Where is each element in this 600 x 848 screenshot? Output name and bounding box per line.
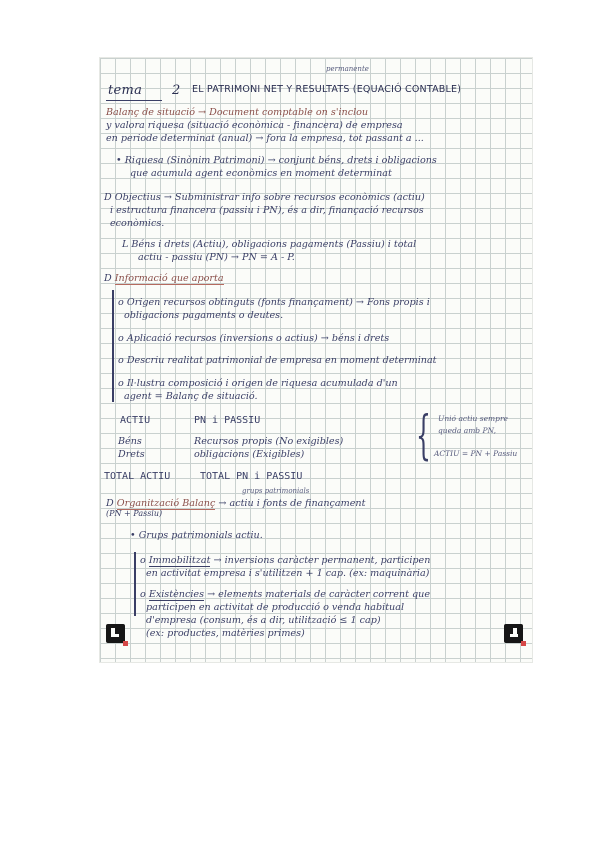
- notebook-logo-left-icon: [106, 624, 125, 643]
- info-bullet-1-line-1: o Origen recursos obtinguts (fonts finançament) → Fons propis i: [118, 297, 430, 308]
- intro-line-2: y valora riquesa (situació econòmica - financera) de empresa: [106, 120, 403, 131]
- top-note: permanente: [326, 65, 369, 73]
- info-bullet-4-line-2: agent = Balanç de situació.: [124, 391, 258, 402]
- riquesa-line-2: que acumula agent econòmics en moment determinat: [130, 168, 392, 179]
- info-bracket: [112, 290, 114, 402]
- objectius-line-1: D Objectius → Subministrar info sobre recursos econòmics (actiu): [104, 192, 425, 203]
- balance-total-pn-passiu: TOTAL PN i PASSIU: [200, 471, 303, 482]
- balance-obligacions: obligacions (Exigibles): [194, 449, 305, 460]
- info-heading: D Informació que aporta: [104, 273, 224, 284]
- side-note-2: queda amb PN,: [438, 426, 497, 435]
- intro-line-1: Balanç de situació → Document comptable on s'inclou: [106, 107, 369, 118]
- balance-col-actiu: ACTIU: [120, 415, 151, 426]
- side-note-1: Unió actiu sempre: [438, 414, 508, 423]
- topic-number: 2: [172, 83, 181, 98]
- objectius-line-3: econòmics.: [110, 218, 165, 229]
- notebook-logo-right-icon: [504, 624, 523, 643]
- side-equation: ACTIU = PN + Passiu: [434, 449, 518, 458]
- page-title: EL PATRIMONI NET Y RESULTATS (EQUACIÓ CONTABLE): [192, 84, 462, 95]
- intro-line-3: en periode determinat (anual) → fora la empresa, tot passant a ...: [106, 133, 424, 144]
- balance-recursos-propis: Recursos propis (No exigibles): [194, 436, 344, 447]
- org-heading-rest: → actiu i fonts de finançament: [218, 498, 366, 509]
- immobilitzat-desc-2: en activitat empresa i s'utilitzen + 1 cap. (ex: maquinària): [146, 568, 430, 579]
- existencies-desc-4: (ex: productes, matèries primes): [146, 628, 305, 639]
- topic-word: tema: [108, 83, 143, 98]
- info-bullet-2: o Aplicació recursos (inversions o actius) → béns i drets: [118, 333, 390, 344]
- balance-col-pn-passiu: PN i PASSIU: [194, 415, 261, 426]
- notebook-page: [100, 58, 532, 662]
- existencies-desc-1: → elements materials de caràcter corrent que: [207, 589, 431, 600]
- info-bullet-3: o Descriu realitat patrimonial de empresa en moment determinat: [118, 355, 437, 366]
- bens-line-2: actiu - passiu (PN) → PN = A - P.: [138, 252, 295, 263]
- existencies-desc-3: d'empresa (consum, és a dir, utilització ≤ 1 cap): [146, 615, 381, 626]
- balance-drets: Drets: [118, 449, 145, 460]
- existencies-line-1: o Existències → elements materials de caràcter corrent que: [140, 589, 431, 600]
- balance-total-actiu: TOTAL ACTIU: [104, 471, 171, 482]
- info-bullet-4-line-1: o Il·lustra composició i origen de riquesa acumulada d'un: [118, 378, 398, 389]
- org-heading-line: D Organització Balanç → actiu i fonts de finançament: [106, 498, 366, 509]
- groups-bracket: [134, 552, 136, 616]
- objectius-line-2: i estructura financera (passiu i PN), és a dir, finançació recursos: [110, 205, 424, 216]
- riquesa-line-1: • Riquesa (Sinònim Patrimoni) → conjunt béns, drets i obligacions: [116, 155, 437, 166]
- balance-brace: {: [416, 406, 431, 466]
- existencies-term: Existències: [148, 589, 204, 600]
- org-heading: Organització Balanç: [116, 498, 216, 509]
- info-bullet-1-line-2: obligacions pagaments o deutes.: [124, 310, 284, 321]
- immobilitzat-term: Immobilitzat: [148, 555, 211, 566]
- immobilitzat-desc-1: → inversions caràcter permanent, participen: [213, 555, 431, 566]
- title-underline: [106, 100, 162, 101]
- org-note: grups patrimonials: [242, 487, 310, 495]
- info-heading-text: Informació que aporta: [114, 273, 224, 284]
- existencies-desc-2: participen en activitat de producció o venda habitual: [146, 602, 405, 613]
- bens-line-1: L Béns i drets (Actiu), obligacions pagaments (Passiu) i total: [122, 239, 417, 250]
- groups-label: • Grups patrimonials actiu.: [130, 530, 263, 541]
- balance-bens: Béns: [118, 436, 142, 447]
- org-sub: (PN + Passiu): [106, 509, 163, 518]
- immobilitzat-line-1: o Immobilitzat → inversions caràcter permanent, participen: [140, 555, 431, 566]
